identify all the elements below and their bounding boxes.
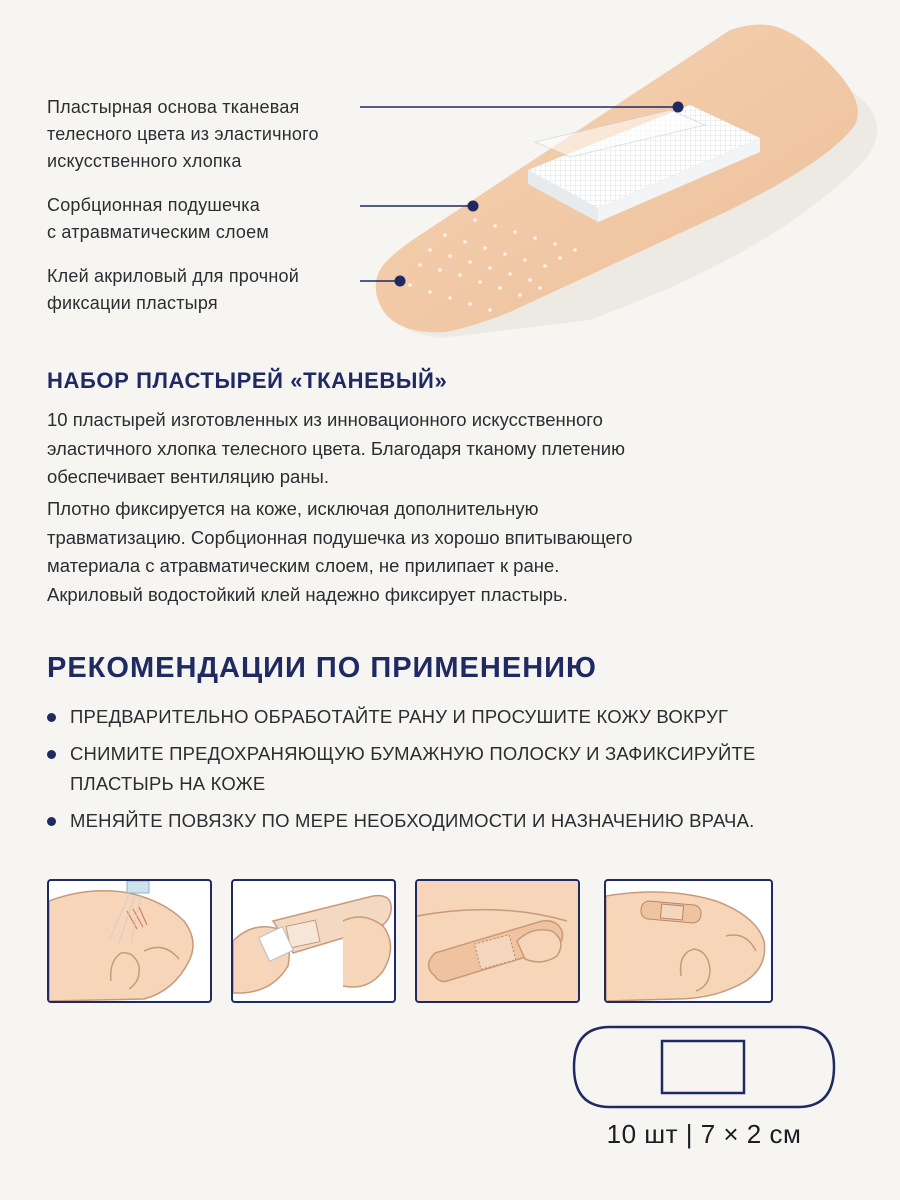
apply-plaster-icon [417, 881, 578, 1001]
callout-line: телесного цвета из эластичного [47, 124, 319, 144]
step-2-frame [231, 879, 396, 1003]
bullet-icon [47, 713, 56, 722]
paragraph-line: материала с атравматическим слоем, не прилипает к ране. [47, 555, 560, 576]
bullet-icon [47, 750, 56, 759]
callout-base [47, 94, 319, 175]
plaster-on-hand-icon [606, 881, 771, 1001]
callout-line: Сорбционная подушечка [47, 195, 260, 215]
clean-wound-hand-icon [49, 881, 210, 1001]
remove-protective-strip-icon [233, 881, 394, 1001]
callout-line: Клей акриловый для прочной [47, 266, 299, 286]
recommendation-item [47, 702, 728, 732]
callout-pad [47, 192, 269, 246]
recommendation-item [47, 806, 754, 836]
recommendation-item [47, 739, 756, 799]
paragraph-line: 10 пластырей изготовленных из инновационного искусственного [47, 409, 603, 430]
paragraph-line: Плотно фиксируется на коже, исключая дополнительную [47, 498, 539, 519]
package-size-label: 10 шт | 7 × 2 см [606, 1119, 802, 1149]
step-3-frame [415, 879, 580, 1003]
callout-dot-pad [468, 201, 479, 212]
callout-line: искусственного хлопка [47, 151, 242, 171]
callout-line: с атравматическим слоем [47, 222, 269, 242]
recommendation-line: ПРЕДВАРИТЕЛЬНО ОБРАБОТАЙТЕ РАНУ И ПРОСУШИТЕ КОЖУ ВОКРУГ [70, 706, 729, 727]
plaster-illustration [360, 20, 900, 350]
callout-dot-base [673, 102, 684, 113]
recommendation-line: МЕНЯЙТЕ ПОВЯЗКУ ПО МЕРЕ НЕОБХОДИМОСТИ И НАЗНАЧЕНИЮ ВРАЧА. [70, 810, 755, 831]
plaster-outline-icon [570, 1024, 838, 1110]
product-paragraph-2 [47, 495, 767, 609]
callout-line: фиксации пластыря [47, 293, 218, 313]
paragraph-line: травматизацию. Сорбционная подушечка из хорошо впитывающего [47, 526, 633, 548]
step-4-frame [604, 879, 773, 1003]
callout-dot-adhesive [395, 276, 406, 287]
paragraph-line: эластичного хлопка телесного цвета. Благодаря тканому плетению [47, 437, 625, 459]
step-1-frame [47, 879, 212, 1003]
paragraph-line: Акриловый водостойкий клей надежно фиксирует пластырь. [47, 583, 568, 605]
product-title: НАБОР ПЛАСТЫРЕЙ «ТКАНЕВЫЙ» [47, 368, 448, 393]
bullet-icon [47, 817, 56, 826]
callout-line: Пластырная основа тканевая [47, 97, 300, 117]
recommendation-line: СНИМИТЕ ПРЕДОХРАНЯЮЩУЮ БУМАЖНУЮ ПОЛОСКУ И ЗАФИКСИРУЙТЕ [70, 743, 756, 764]
product-paragraph-1 [47, 406, 767, 492]
paragraph-line: обеспечивает вентиляцию раны. [47, 466, 329, 487]
recommendations-title: РЕКОМЕНДАЦИИ ПО ПРИМЕНЕНИЮ [47, 652, 597, 684]
callout-adhesive [47, 263, 299, 317]
recommendation-line: ПЛАСТЫРЬ НА КОЖЕ [70, 773, 266, 794]
